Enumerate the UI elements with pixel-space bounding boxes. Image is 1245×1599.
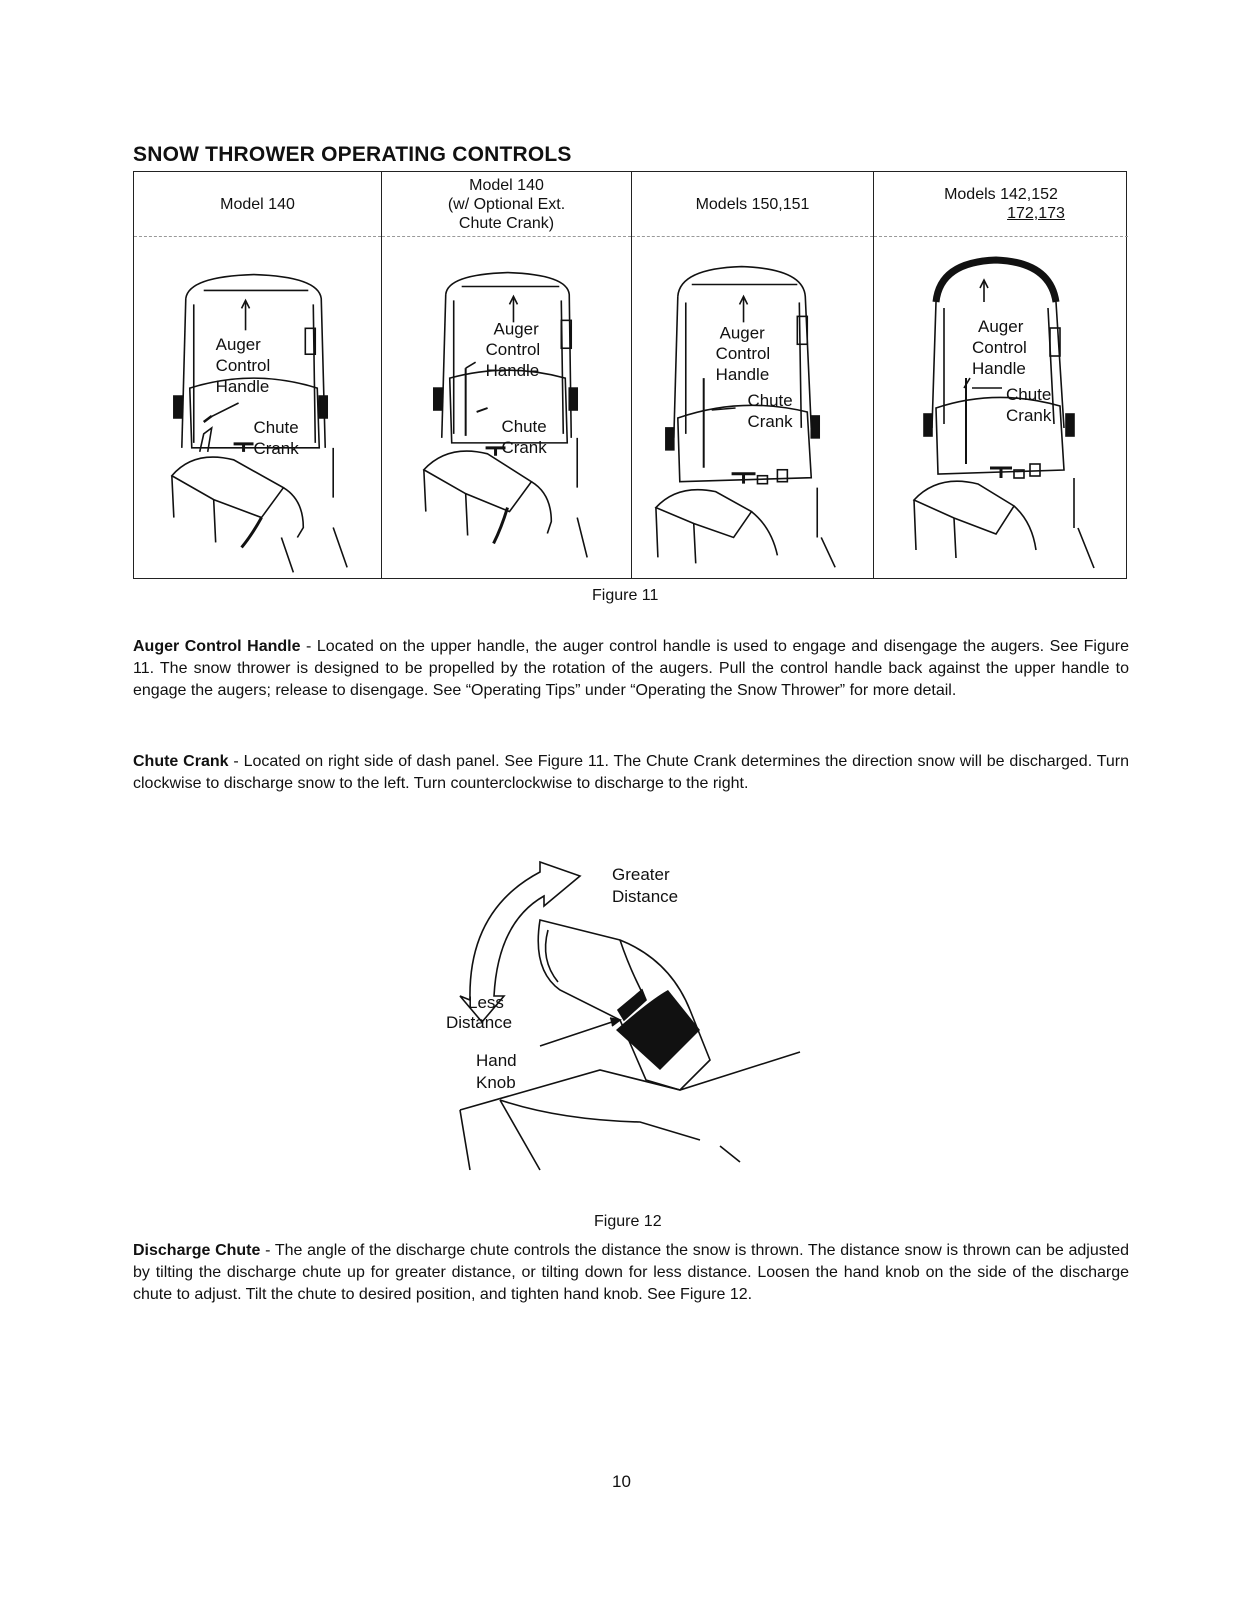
less-label-2: Distance — [446, 1013, 513, 1032]
auger-label-3: Handle — [715, 365, 770, 385]
auger-label-3: Handle — [485, 361, 540, 381]
auger-label-1: Auger — [493, 319, 539, 339]
panel-heading: Model 140 — [134, 172, 381, 237]
chute-label-2: Crank — [1006, 406, 1052, 425]
knob-label-1: Hand — [476, 1051, 517, 1070]
knob-label-2: Knob — [476, 1073, 516, 1092]
discharge-chute-paragraph — [133, 1240, 1129, 1306]
auger-label-1: Auger — [719, 323, 765, 343]
snow-thrower-illustration — [874, 238, 1128, 578]
chute-label-2: Crank — [747, 411, 793, 431]
chute-label-1: Chute — [747, 391, 793, 411]
chute-label-2: Crank — [253, 438, 299, 458]
chute-label-1: Chute — [1006, 385, 1052, 404]
chute-label-2: Crank — [501, 437, 547, 457]
figure-11-panel-2 — [382, 172, 632, 578]
chute-crank-term: Chute Crank — [133, 753, 229, 770]
auger-label-1: Auger — [215, 335, 261, 355]
figure-12 — [440, 850, 820, 1180]
figure-11-panel-4 — [874, 172, 1128, 578]
discharge-chute-term: Discharge Chute — [133, 1242, 261, 1259]
panel-heading: Model 140 (w/ Optional Ext. Chute Crank) — [382, 172, 631, 237]
panel-heading: Models 150,151 — [632, 172, 873, 237]
panel-heading: Models 142,152 172,173 — [874, 172, 1128, 237]
page-number: 10 — [612, 1472, 631, 1491]
auger-label-2: Control — [972, 338, 1027, 357]
figure-11-panel-1 — [134, 172, 382, 578]
chute-crank-text: - Located on right side of dash panel. See Figure 11. The Chute Crank determines the direction snow will be discharged. Turn clockwise to discharge snow to the left. Turn counterclockwise to discharge to the right. — [133, 753, 1130, 792]
auger-label-1: Auger — [978, 317, 1024, 336]
less-label-1: Less — [468, 993, 504, 1012]
figure-11 — [133, 171, 1127, 579]
snow-thrower-illustration — [632, 238, 873, 578]
chute-label-1: Chute — [501, 416, 547, 436]
section-title: SNOW THROWER OPERATING CONTROLS — [133, 143, 572, 166]
greater-label-1: Greater — [612, 865, 670, 884]
figure-11-caption: Figure 11 — [592, 587, 659, 604]
auger-control-term: Auger Control Handle — [133, 638, 301, 655]
auger-label-2: Control — [215, 356, 271, 376]
figure-11-panel-3 — [632, 172, 874, 578]
auger-label-3: Handle — [215, 377, 270, 397]
auger-label-3: Handle — [972, 359, 1026, 378]
auger-control-text: - Located on the upper handle, the auger control handle is used to engage and disengage the augers. See Figure 11. The snow thrower is designed to be propelled by the rotation of the augers. Pull the control handle back against the upper handle to engage the augers; release to disengage. See “Operating Tips” under “Operating the Snow Thrower” for more detail. — [133, 638, 1130, 699]
figure-12-caption: Figure 12 — [594, 1213, 662, 1230]
auger-control-paragraph — [133, 636, 1129, 702]
chute-label-1: Chute — [253, 417, 299, 437]
snow-thrower-illustration — [134, 238, 381, 578]
greater-label-2: Distance — [612, 887, 679, 906]
auger-label-2: Control — [485, 340, 541, 360]
chute-crank-paragraph — [133, 751, 1129, 795]
auger-label-2: Control — [715, 344, 771, 364]
discharge-chute-text: - The angle of the discharge chute controls the distance the snow is thrown. The distance snow is thrown can be adjusted by tilting the discharge chute up for greater distance, or tilting down for less distance. Loosen the hand knob on the side of the discharge chute to adjust. Tilt the chute to desired position, and tighten hand knob. See Figure 12. — [133, 1242, 1130, 1303]
snow-thrower-illustration — [382, 238, 631, 578]
